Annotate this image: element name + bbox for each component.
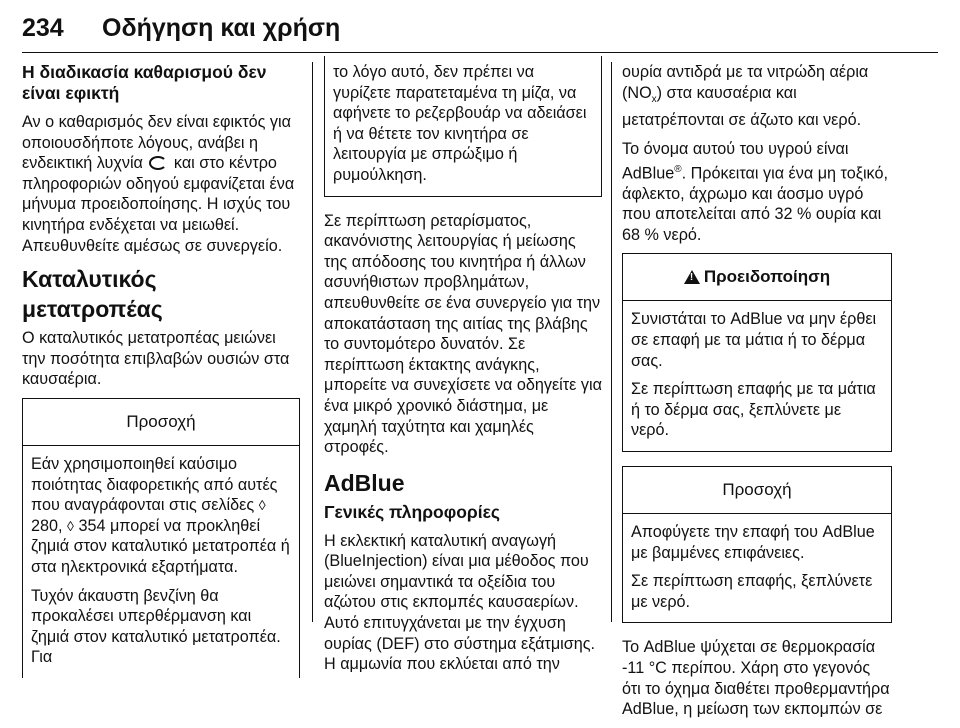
caution-box	[622, 466, 892, 623]
caution-title: Προσοχή	[623, 467, 891, 514]
page-ref-link[interactable]: 354	[78, 516, 106, 535]
warning-paragraph: Σε περίπτωση επαφής με τα μάτια ή το δέρμα σας, ξεπλύνετε με νερό.	[631, 380, 876, 440]
caution-paragraph: Εάν χρησιμοποιηθεί καύσιμο ποιότητας διαφορετικής από αυτές που αναγράφονται στις σελίδες ◊ 280, ◊ 354 μπορεί να προκληθεί ζημιά στον καταλυτικό μετατροπέα ή στα ηλεκτρονικά εξαρτήματα.	[31, 454, 290, 576]
exhaust-filter-lamp-icon	[149, 156, 167, 170]
warning-title: !Προειδοποίηση	[623, 254, 891, 301]
chapter-title: Οδήγηση και χρήση	[102, 14, 341, 42]
column-3	[622, 62, 892, 728]
caution-title: Προσοχή	[23, 399, 299, 446]
catalytic-paragraph: Ο καταλυτικός μετατροπέας μειώνει την ποσότητα επιβλαβών ουσιών στα καυσαέρια.	[22, 329, 290, 389]
caution-continued-paragraph: το λόγο αυτό, δεν πρέπει να γυρίζετε παρατεταμένα τη μίζα, να αφήνετε το ρεζερβουάρ να αδειάσει ή να θέτετε τον κινητήρα σε λειτουργία με σπρώξιμο ή ρυμούλκηση.	[333, 63, 587, 184]
caution-box	[22, 398, 300, 678]
section-heading-low-efficiency: Η διαδικασία καθαρισμού δεν είναι εφικτή	[22, 62, 267, 103]
caution-paragraph: Σε περίπτωση επαφής, ξεπλύνετε με νερό.	[631, 572, 873, 611]
low-efficiency-paragraph: Αν ο καθαρισμός δεν είναι εφικτός για οποιουσδήποτε λόγους, ανάβει η ενδεικτική λυχνία και στο κέντρο πληροφοριών οδηγού εμφανίζεται ένα μήνυμα προειδοποίησης. Η ισχύς του κινητήρα ενδέχεται να μειωθεί. Απευθυνθείτε αμέσως σε συνεργείο.	[22, 113, 295, 255]
warning-paragraph: Συνιστάται το AdBlue να μην έρθει σε επαφή με τα μάτια ή το δέρμα σας.	[631, 310, 877, 370]
freeze-paragraph: Το AdBlue ψύχεται σε θερμοκρασία -11 °C περίπου. Χάρη στο γεγονός ότι το όχημα διαθέτει προθερμαντήρα AdBlue, η μείωση των εκπομπών σε	[622, 638, 890, 719]
page-ref-arrow-icon: ◊	[67, 517, 74, 534]
scr-paragraph: Η εκλεκτική καταλυτική αναγωγή (BlueInjection) είναι μια μέθοδος που μειώνει σημαντικά τα οξείδια του αζώτου στις εκπομπές καυσαερίων. Αυτό επιτυγχάνεται με την έγχυση ουρίας (DEF) στο σύστημα εξάτμισης. Η αμμωνία που εκλύεται από την	[324, 531, 596, 674]
subheading-general-info: Γενικές πληροφορίες	[324, 501, 501, 522]
column-divider	[611, 62, 612, 622]
caution-paragraph: Αποφύγετε την επαφή του AdBlue με βαμμένες επιφάνειες.	[631, 522, 875, 562]
adblue-name-paragraph: Το όνομα αυτού του υγρού είναι AdBlue®. Πρόκειται για ένα μη τοξικό, άφλεκτο, άχρωμο και άοσμο υγρό που αποτελείται από 32 % ουρία και 68 % νερό.	[622, 140, 888, 244]
column-divider	[312, 62, 313, 622]
header-rule	[22, 52, 938, 53]
caution-box-continued	[324, 56, 602, 197]
nox-paragraph: ουρία αντιδρά με τα νιτρώδη αέρια $(NO_x)$ στα καυσαέρια και μετατρέπονται σε άζωτο και νερό.	[622, 63, 869, 130]
section-heading-adblue: AdBlue	[324, 469, 405, 496]
column-1	[22, 62, 300, 678]
column-2	[324, 62, 602, 683]
page-ref-link[interactable]: 280	[31, 516, 59, 535]
warning-triangle-icon	[684, 270, 700, 284]
page-ref-arrow-icon: ◊	[258, 497, 266, 514]
caution-paragraph: Τυχόν άκαυστη βενζίνη θα προκαλέσει υπερθέρμανση και ζημιά στον καταλυτικό μετατροπέα. Για	[31, 586, 281, 667]
page-number: 234	[22, 14, 64, 42]
warning-box	[622, 253, 892, 452]
section-heading-catalytic: Καταλυτικός μετατροπέας	[22, 266, 163, 323]
fault-paragraph: Σε περίπτωση ρεταρίσματος, ακανόνιστης λειτουργίας ή μείωσης της απόδοσης του κινητήρα ή άλλων ασυνήθιστων προβλημάτων, απευθυνθείτε σε ένα συνεργείο για την αποκατάσταση της αιτίας της βλάβης το συντομότερο δυνατόν. Σε περίπτωση έκτακτης ανάγκης, μπορείτε να συνεχίσετε να οδηγείτε για ένα μικρό χρονικό διάστημα, με χαμηλή ταχύτητα και χαμηλές στροφές.	[324, 211, 602, 457]
page-header	[22, 14, 938, 50]
